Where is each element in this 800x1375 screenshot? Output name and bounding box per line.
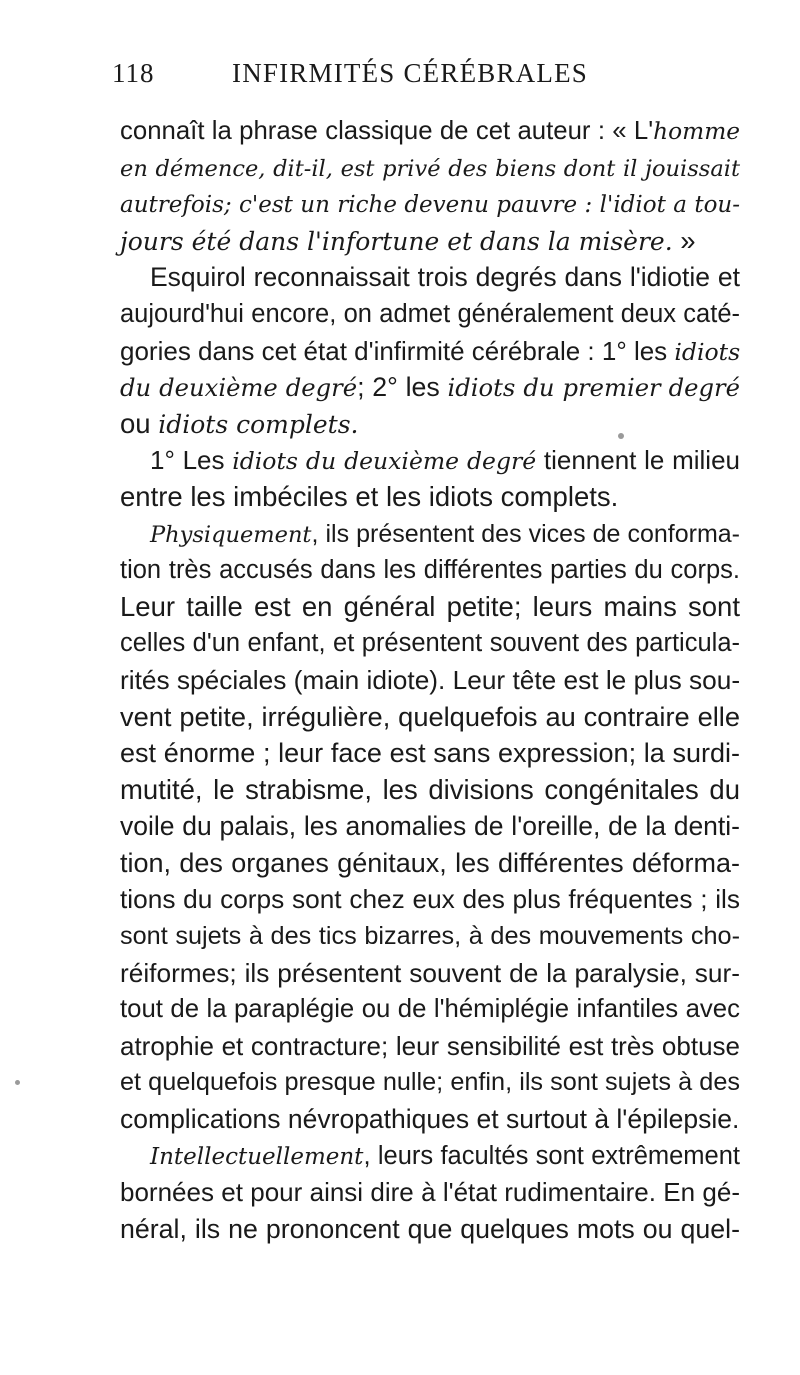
italic-text: idiots du premier degré [447,373,740,403]
scan-speck [618,433,624,439]
italic-text: autrefois; c'est un riche devenu pauvre : l'idiot a tou- [120,192,740,219]
text-line [120,918,740,955]
text-line [120,808,740,845]
text-line [120,186,740,223]
text-line [120,369,740,406]
text-line [120,552,740,589]
text-segment: vent petite, irrégulière, quelquefois au contraire elle [120,700,740,732]
text-line [120,881,740,918]
text-segment: , ils présentent des vices de conforma- [311,519,740,548]
text-line [120,955,740,992]
text-line [120,150,740,187]
text-segment: Leur taille est en général petite; leurs mains sont [120,590,740,622]
text-segment: atrophie et contracture; leur sensibilité est très obtuse [120,1030,740,1061]
text-line [120,1211,740,1248]
text-line [120,735,740,772]
italic-text: du deuxième degré [120,373,358,403]
text-segment: réiformes; ils présentent souvent de la paralysie, sur- [120,957,740,988]
text-segment: tion très accusés dans les différentes parties du corps. [120,556,740,585]
italic-text: Intellectuellement [150,1143,364,1170]
text-segment: tion, des organes génitaux, les différentes déforma- [120,847,740,878]
running-title: INFIRMITÉS CÉRÉBRALES [232,58,588,88]
text-segment: est énorme ; leur face est sans expression; la surdi- [120,738,740,769]
text-line [120,845,740,882]
body-text [120,113,740,1247]
text-line [120,223,740,260]
text-segment: et quelquefois presque nulle; enfin, ils sont sujets à des [120,1068,740,1097]
text-line [120,699,740,736]
text-line [120,259,740,296]
text-line [120,479,740,516]
text-line [120,662,740,699]
text-segment: tiennent le milieu [536,445,740,476]
text-line [120,589,740,626]
text-segment: voile du palais, les anomalies de l'oreille, de la denti- [120,811,740,842]
text-line [120,113,740,150]
text-line [120,296,740,333]
text-line [120,442,740,479]
text-line [120,625,740,662]
text-segment: mutité, le strabisme, les divisions congénitales du [120,773,740,805]
text-segment: bornées et pour ainsi dire à l'état rudimentaire. En gé- [120,1177,740,1208]
italic-text: idiots [674,337,741,366]
running-head [112,58,752,98]
text-segment: néral, ils ne prononcent que quelques mots ou quel- [120,1213,740,1244]
text-line [120,516,740,553]
italic-text: idiots complets. [158,409,359,439]
text-segment: entre les imbéciles et les idiots complets. [120,480,619,512]
text-line [120,1101,740,1138]
scan-speck [15,1080,20,1085]
text-line [120,1174,740,1211]
text-segment: ; 2° les [357,372,448,403]
text-segment: gories dans cet état d'infirmité cérébrale : 1° les [120,335,675,366]
text-segment: ou [120,407,159,439]
text-line [120,406,740,443]
text-line [120,1138,740,1175]
text-segment: rités spéciales (main idiote). Leur tête est le plus sou- [120,664,741,695]
text-line [120,1028,740,1065]
text-line [120,333,740,370]
text-segment: tions du corps sont chez eux des plus fréquentes ; ils [120,884,740,915]
text-segment: , leurs facultés sont extrêmement [363,1141,740,1170]
text-segment: aujourd'hui encore, on admet généralement deux caté- [120,299,740,328]
text-segment: Esquirol reconnaissait trois degrés dans l'idiotie et [150,262,740,293]
text-segment: » [672,224,696,256]
italic-text: jours été dans l'infortune et dans la misère. [120,226,673,256]
text-line [120,772,740,809]
text-segment: celles d'un enfant, et présentent souvent des particula- [120,629,740,658]
text-line [120,1064,740,1101]
text-segment: tout de la paraplégie ou de l'hémiplégie infantiles avec [120,995,740,1024]
text-segment: connaît la phrase classique de cet auteur : « L' [120,117,654,145]
page-number: 118 [112,58,155,88]
italic-text: homme [653,118,740,145]
text-segment: sont sujets à des tics bizarres, à des mouvements cho- [120,922,740,951]
text-segment: 1° Les [150,445,233,476]
text-segment: complications névropathiques et surtout à l'épilepsie. [120,1104,740,1135]
italic-text: idiots du deuxième degré [232,447,537,476]
italic-text: Physiquement [150,521,312,548]
text-line [120,991,740,1028]
italic-text: en démence, dit-il, est privé des biens dont il jouissait [120,155,740,182]
